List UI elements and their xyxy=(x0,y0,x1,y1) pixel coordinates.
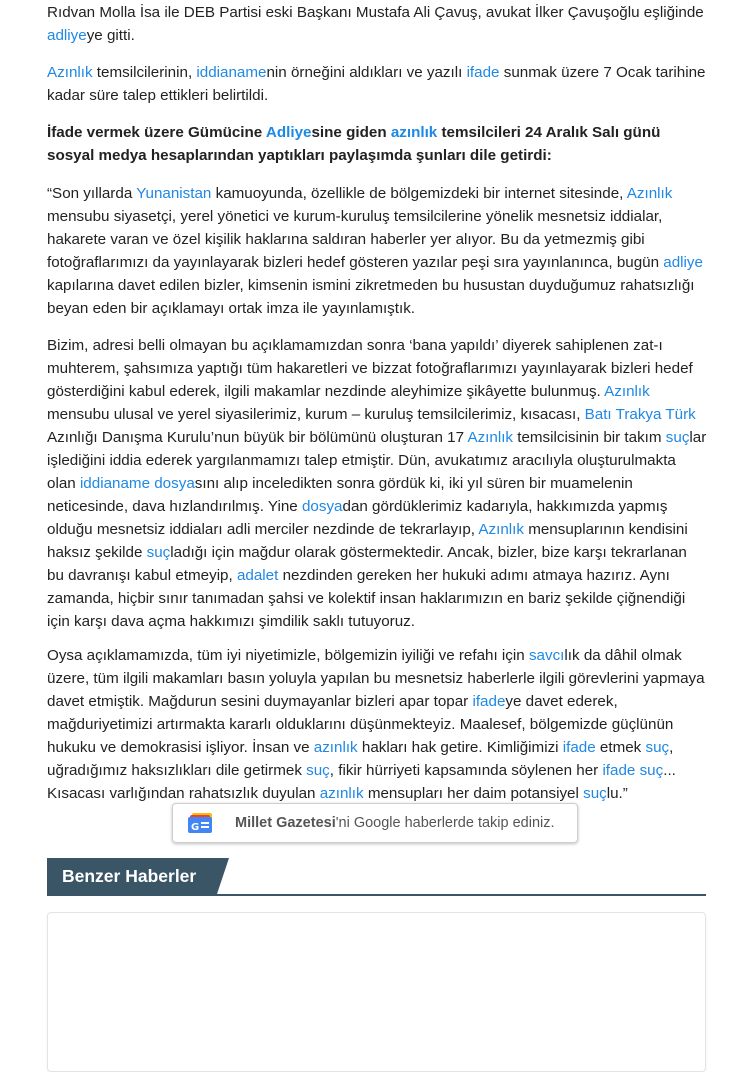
paragraph-text: lar işlediğini iddia ederek yargılanmamızı talep etmiştir. Dün, avukatımız aracılıyla oluşturulmakta olan xyxy=(47,429,707,492)
paragraph-text: mensubu ulusal ve yerel siyasilerimiz, kurum – kuruluş temsilcilerimiz, kısacası, xyxy=(47,406,585,423)
tag-link[interactable]: azınlık xyxy=(313,739,358,756)
article-paragraph xyxy=(47,61,707,107)
related-news-title: Benzer Haberler xyxy=(47,858,217,894)
paragraph-text: Rıdvan Molla İsa ile DEB Partisi eski Başkanı Mustafa Ali Çavuş, avukat İlker Çavuşoğlu eşliğinde xyxy=(47,4,704,21)
paragraph-text: lık da dâhil olmak üzere, tüm ilgili makamları basın yoluyla yapılan bu mesnetsiz haberlerle ilgili görevlerini yapmaya davet etmiştik. Mağdurun sesini duymayanlar bizleri apar topar xyxy=(47,647,705,710)
tag-link[interactable]: ifade xyxy=(562,739,596,756)
paragraph-text: mensubu siyasetçi, yerel yönetici ve kurum-kuruluş temsilcilerine yönelik mesnetsiz iddialar, hakarete varan ve özel kişilik haklarına saldıran haberler yer alıyor. Bu da yetmezmiş gibi fotoğraflarımızı da yayınlayarak bizleri hedef gösteren yazılar peşi sıra yayınlanınca, bugün xyxy=(47,208,664,271)
paragraph-text: sını alıp inceledikten sonra gördük ki, iki yıl süren bir muamelenin neticesinde, dava hızlandırılmış. Yine xyxy=(47,475,633,515)
tag-link[interactable]: suç xyxy=(665,429,690,446)
tag-link[interactable]: Azınlık xyxy=(47,64,93,81)
paragraph-text: ladığı için mağdur olarak göstermektedir. Ancak, bizler, bize karşı tekrarlanan bu davranışı kabul etmeyip, xyxy=(47,544,687,584)
tag-link[interactable]: adliye xyxy=(47,27,87,44)
svg-text:G: G xyxy=(191,822,200,833)
tag-link[interactable]: azınlık xyxy=(390,124,438,141)
paragraph-text: kamuoyunda, özellikle de bölgemizdeki bir internet sitesinde, xyxy=(211,185,627,202)
article-paragraph xyxy=(47,1,707,47)
paragraph-text: Bizim, adresi belli olmayan bu açıklamamızdan sonra ‘bana yapıldı’ diyerek sahiplenen zat-ı muhterem, şahsımıza yaptığı tüm hakaretleri ve bizzat fotoğraflarımızı yayınlayarak bizleri hedef gösterdiğini kabul ederek, ilgili makamlar nezdinde aleyhimize şikâyette bulunmuş. xyxy=(47,337,693,400)
paragraph-text: sine giden xyxy=(311,124,391,141)
paragraph-text: ... Kısacası varlığından rahatsızlık duyulan xyxy=(47,762,676,802)
tag-link[interactable]: iddianame dosya xyxy=(79,475,195,492)
tag-link[interactable]: dosya xyxy=(301,498,343,515)
paragraph-text: ye davet ederek, mağduriyetimizi artırmakta kararlı olduklarını düşünmekteyiz. Maalesef, bölgemizde güçlünün hukuku ve demokrasisi işliyor. İnsan ve xyxy=(47,693,674,756)
tag-link[interactable]: Azınlık xyxy=(604,383,650,400)
paragraph-text: , uğradığımız haksızlıkları dile getirmek xyxy=(47,739,674,779)
paragraph-text: etmek xyxy=(595,739,646,756)
related-news-divider xyxy=(47,894,706,896)
article-paragraph xyxy=(47,644,707,805)
google-news-follow-button[interactable] xyxy=(172,803,578,843)
google-news-brand: Millet Gazetesi xyxy=(235,815,336,831)
related-news-header xyxy=(47,858,706,896)
paragraph-text: hakları hak getire. Kimliğimizi xyxy=(357,739,563,756)
article-lead-paragraph xyxy=(47,121,707,167)
tag-link[interactable]: Batı Trakya Türk xyxy=(584,406,696,423)
tag-link[interactable]: Yunanistan xyxy=(136,185,212,202)
tag-link[interactable]: suç xyxy=(583,785,607,802)
article-paragraph xyxy=(47,334,707,633)
tag-link[interactable]: ifade xyxy=(466,64,500,81)
paragraph-text: Azınlığı Danışma Kurulu’nun büyük bir bölümünü oluşturan 17 xyxy=(47,429,468,446)
tag-link[interactable]: suç xyxy=(645,739,670,756)
paragraph-text: mensupları her daim potansiyel xyxy=(363,785,584,802)
google-news-rest: 'ni Google haberlerde takip ediniz. xyxy=(335,815,555,831)
article-paragraph xyxy=(47,182,707,320)
tag-link[interactable]: Azınlık xyxy=(467,429,514,446)
tag-link[interactable]: ifade xyxy=(472,693,506,710)
tag-link[interactable]: Adliye xyxy=(265,124,312,141)
paragraph-text: temsilcileri 24 Aralık Salı günü sosyal medya hesaplarından yaptıkları paylaşımda şunları dile getirdi: xyxy=(47,124,661,164)
tag-link[interactable]: Azınlık xyxy=(626,185,673,202)
paragraph-text: ye gitti. xyxy=(86,27,135,44)
paragraph-text: sunmak üzere 7 Ocak tarihine kadar süre talep ettikleri belirtildi. xyxy=(47,64,706,104)
paragraph-text: temsilcisinin bir takım xyxy=(513,429,666,446)
tag-link[interactable]: Azınlık xyxy=(478,521,524,538)
tag-link[interactable]: suç xyxy=(306,762,330,779)
paragraph-text: “Son yıllarda xyxy=(47,185,137,202)
google-news-follow-text xyxy=(235,815,555,831)
paragraph-text: dan gördüklerimiz kadarıyla, hakkımızda yapmış olduğu mesnetsiz iddiaları adli merciler nezdinde de tekrarlayıp, xyxy=(47,498,668,538)
paragraph-text: Oysa açıklamamızda, tüm iyi niyetimizle, bölgemizin iyiliği ve refahı için xyxy=(47,647,529,664)
google-news-icon xyxy=(187,812,217,834)
paragraph-text: İfade vermek üzere Gümücine xyxy=(47,124,266,141)
tag-link[interactable]: ifade suç xyxy=(602,762,664,779)
paragraph-text: nin örneğini aldıkları ve yazılı xyxy=(266,64,467,81)
paragraph-text: kapılarına davet edilen bizler, kimsenin ismini zikretmeden bu husustan duyduğumuz rahatsızlığı beyan eden bir açıklamayı ortak imza ile yayınlamıştık. xyxy=(47,277,695,317)
tag-link[interactable]: azınlık xyxy=(319,785,364,802)
related-news-tab-notch xyxy=(217,858,229,894)
paragraph-text: nezdinden gereken her hukuki adımı atmaya hazırız. Aynı zamanda, hiçbir sınır tanımadan şahsi ve kolektif insan haklarımızın en bariz şekilde çiğnendiği için karşı dava açma hakkımızı şimdilik saklı tutuyoruz. xyxy=(47,567,686,630)
tag-link[interactable]: suç xyxy=(146,544,171,561)
tag-link[interactable]: iddianame xyxy=(196,64,267,81)
paragraph-text: mensuplarının kendisini haksız şekilde xyxy=(47,521,688,561)
paragraph-text: lu.” xyxy=(606,785,628,802)
related-news-panel xyxy=(47,912,706,1072)
tag-link[interactable]: adliye xyxy=(663,254,703,271)
paragraph-text: , fikir hürriyeti kapsamında söylenen her xyxy=(329,762,603,779)
tag-link[interactable]: savcı xyxy=(528,647,565,664)
tag-link[interactable]: adalet xyxy=(236,567,279,584)
paragraph-text: temsilcilerinin, xyxy=(92,64,197,81)
